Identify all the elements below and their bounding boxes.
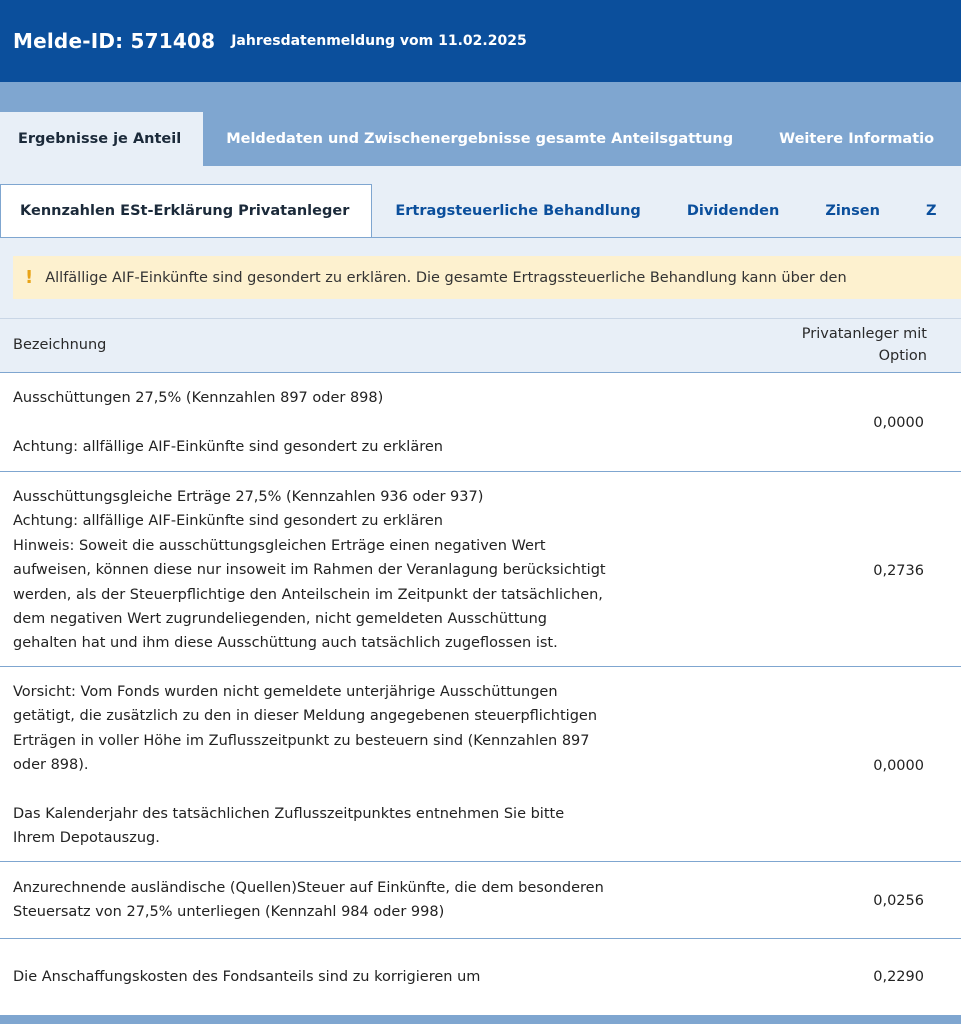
- footer-bar: [0, 1015, 961, 1024]
- row-line: Erträgen in voller Höhe im Zuflusszeitpunkt zu besteuern sind (Kennzahlen 897: [13, 732, 590, 749]
- table-row: [0, 939, 961, 1015]
- sub-tabs: [0, 184, 961, 238]
- row-description: [13, 386, 703, 459]
- row-line: getätigt, die zusätzlich zu den in dieser Meldung angegebenen steuerpflichtigen: [13, 708, 598, 725]
- row-line: Ausschüttungen 27,5% (Kennzahlen 897 oder 898): [13, 390, 384, 406]
- column-header-bezeichnung: Bezeichnung: [13, 337, 107, 353]
- top-header: [0, 0, 961, 82]
- row-line: [13, 410, 703, 434]
- exclamation-icon: !: [25, 267, 34, 288]
- row-value: 0,2290: [873, 969, 924, 985]
- table-header: [0, 318, 961, 373]
- row-line: Das Kalenderjahr des tatsächlichen Zuflusszeitpunktes entnehmen Sie bitte: [13, 806, 565, 823]
- row-line: Ihrem Depotauszug.: [13, 830, 160, 847]
- table-row: [0, 862, 961, 939]
- row-value: 0,0256: [873, 893, 924, 909]
- row-line: Die Anschaffungskosten des Fondsanteils sind zu korrigieren um: [13, 969, 481, 985]
- aif-notice: [13, 256, 961, 299]
- melde-id-title: Melde-ID: 571408: [13, 29, 216, 53]
- tab-dividenden[interactable]: Dividenden: [686, 202, 780, 219]
- table-row: [0, 472, 961, 667]
- row-value: 0,2736: [873, 563, 924, 579]
- tab-meldedaten[interactable]: Meldedaten und Zwischenergebnisse gesamte Anteilsgattung: [226, 131, 734, 147]
- row-line: [13, 778, 703, 802]
- tab-weitere-informationen[interactable]: Weitere Informatio: [779, 131, 935, 147]
- tab-more[interactable]: Z: [925, 202, 937, 219]
- tab-zinsen[interactable]: Zinsen: [825, 202, 880, 219]
- row-description: [13, 485, 703, 656]
- main-tabs: [0, 112, 961, 166]
- column-header-privatanleger-line1: Privatanleger mit: [801, 326, 927, 342]
- row-line: Anzurechnende ausländische (Quellen)Steuer auf Einkünfte, die dem besonderen: [13, 880, 604, 896]
- row-line: Steuersatz von 27,5% unterliegen (Kennzahl 984 oder 998): [13, 904, 445, 921]
- row-line: Ausschüttungsgleiche Erträge 27,5% (Kennzahlen 936 oder 937): [13, 489, 484, 505]
- row-line: Achtung: allfällige AIF-Einkünfte sind gesondert zu erklären: [13, 438, 443, 455]
- table-row: [0, 373, 961, 472]
- row-line: Achtung: allfällige AIF-Einkünfte sind gesondert zu erklären: [13, 513, 443, 530]
- row-description: [13, 876, 703, 925]
- row-line: Hinweis: Soweit die ausschüttungsgleichen Erträge einen negativen Wert: [13, 537, 546, 554]
- tab-kennzahlen-est[interactable]: Kennzahlen ESt-Erklärung Privatanleger: [0, 184, 372, 238]
- row-line: aufweisen, können diese nur insoweit im Rahmen der Veranlagung berücksichtigt: [13, 562, 606, 579]
- row-value: 0,0000: [873, 415, 924, 431]
- row-value: 0,0000: [873, 758, 924, 774]
- row-line: dem negativen Wert zugrundeliegenden, nicht gemeldeten Ausschüttung: [13, 611, 547, 628]
- notice-text: Allfällige AIF-Einkünfte sind gesondert zu erklären. Die gesamte Ertragssteuerliche Behandlung kann über den: [45, 269, 847, 286]
- row-line: gehalten hat und ihm diese Ausschüttung auch tatsächlich zugeflossen ist.: [13, 635, 558, 652]
- row-line: werden, als der Steuerpflichtige den Anteilschein im Zeitpunkt der tatsächlichen,: [13, 586, 603, 603]
- row-description: [13, 965, 703, 989]
- report-subtitle: Jahresdatenmeldung vom 11.02.2025: [231, 33, 527, 49]
- tab-ergebnisse-je-anteil[interactable]: Ergebnisse je Anteil: [0, 112, 203, 166]
- row-line: oder 898).: [13, 757, 89, 774]
- column-header-privatanleger: [727, 323, 927, 367]
- table-row: [0, 667, 961, 862]
- column-header-privatanleger-line2: Option: [878, 348, 927, 364]
- row-line: Vorsicht: Vom Fonds wurden nicht gemeldete unterjährige Ausschüttungen: [13, 684, 558, 700]
- tab-ertragsteuerliche-behandlung[interactable]: Ertragsteuerliche Behandlung: [395, 202, 641, 219]
- row-description: [13, 680, 703, 851]
